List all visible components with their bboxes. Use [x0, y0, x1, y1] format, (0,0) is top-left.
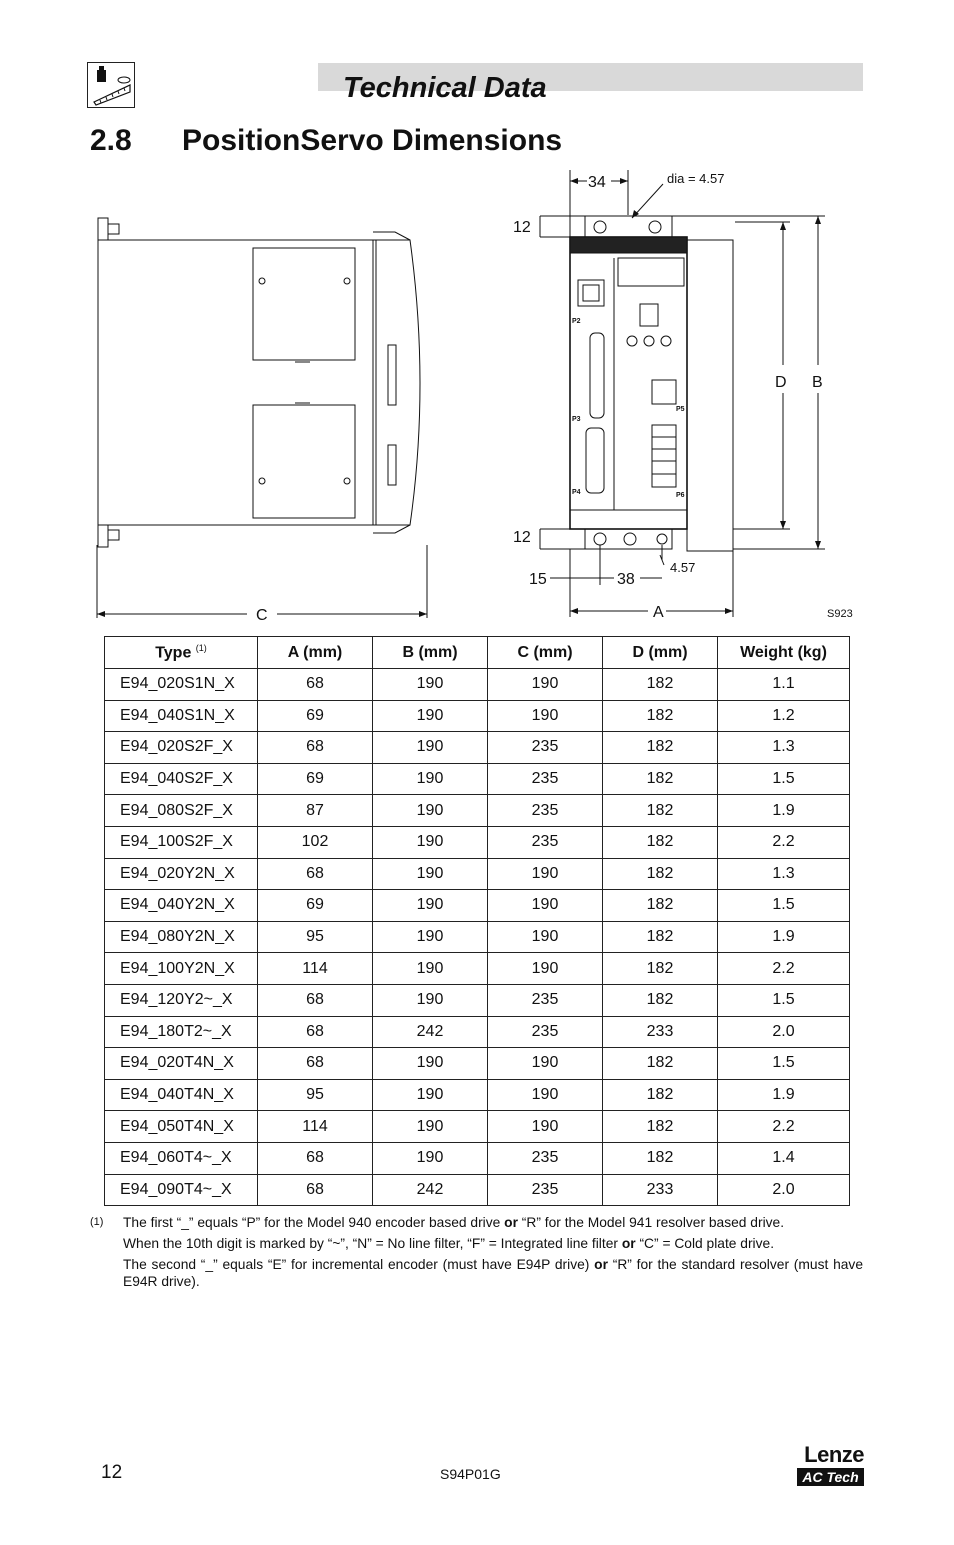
section-heading: [90, 124, 562, 158]
doc-code: S94P01G: [440, 1466, 501, 1482]
dimension-drawing: [0, 165, 954, 630]
value-cell: 235: [488, 1016, 603, 1048]
value-cell: 2.2: [718, 953, 850, 985]
lenze-actech-logo: [797, 1444, 864, 1486]
table-row: [105, 763, 850, 795]
value-cell: 190: [488, 890, 603, 922]
type-cell: E94_020T4N_X: [105, 1048, 258, 1080]
table-row: [105, 1079, 850, 1111]
type-cell: E94_060T4~_X: [105, 1142, 258, 1174]
value-cell: 68: [258, 858, 373, 890]
value-cell: 190: [488, 1048, 603, 1080]
value-cell: 235: [488, 1142, 603, 1174]
value-cell: 68: [258, 1142, 373, 1174]
value-cell: 2.2: [718, 1111, 850, 1143]
port-p5-label: P5: [676, 406, 685, 413]
value-cell: 190: [373, 984, 488, 1016]
table-row: [105, 700, 850, 732]
logo-bottom-text: AC Tech: [797, 1468, 864, 1486]
col-header-c: C (mm): [488, 637, 603, 669]
value-cell: 114: [258, 953, 373, 985]
type-cell: E94_040T4N_X: [105, 1079, 258, 1111]
value-cell: 1.2: [718, 700, 850, 732]
type-cell: E94_180T2~_X: [105, 1016, 258, 1048]
value-cell: 69: [258, 700, 373, 732]
type-cell: E94_020Y2N_X: [105, 858, 258, 890]
value-cell: 182: [603, 669, 718, 701]
value-cell: 1.3: [718, 732, 850, 764]
table-row: [105, 921, 850, 953]
value-cell: 190: [488, 669, 603, 701]
value-cell: 182: [603, 953, 718, 985]
value-cell: 190: [373, 1142, 488, 1174]
value-cell: 182: [603, 700, 718, 732]
value-cell: 190: [373, 826, 488, 858]
type-cell: E94_080Y2N_X: [105, 921, 258, 953]
table-row: [105, 1111, 850, 1143]
value-cell: 2.0: [718, 1174, 850, 1206]
value-cell: 68: [258, 669, 373, 701]
col-header-d: D (mm): [603, 637, 718, 669]
table-row: [105, 953, 850, 985]
footnote-line-2: When the 10th digit is marked by “~”, “N” = No line filter, “F” = Integrated line filter or “C” = Cold plate drive.: [123, 1236, 775, 1251]
value-cell: 2.0: [718, 1016, 850, 1048]
value-cell: 235: [488, 732, 603, 764]
table-row: [105, 1142, 850, 1174]
type-cell: E94_020S1N_X: [105, 669, 258, 701]
value-cell: 1.5: [718, 890, 850, 922]
table-row: [105, 1174, 850, 1206]
value-cell: 182: [603, 921, 718, 953]
value-cell: 1.5: [718, 984, 850, 1016]
value-cell: 182: [603, 763, 718, 795]
figure-code: S923: [827, 608, 853, 620]
type-cell: E94_040Y2N_X: [105, 890, 258, 922]
dim-a-label: A: [653, 604, 664, 621]
value-cell: 68: [258, 732, 373, 764]
value-cell: 190: [373, 921, 488, 953]
dim-15-label: 15: [529, 571, 547, 588]
value-cell: 68: [258, 1016, 373, 1048]
value-cell: 190: [488, 953, 603, 985]
value-cell: 182: [603, 1048, 718, 1080]
port-p2-label: P2: [572, 318, 581, 325]
type-cell: E94_040S1N_X: [105, 700, 258, 732]
value-cell: 182: [603, 858, 718, 890]
footnote-line-1: The first “_” equals “P” for the Model 940 encoder based drive or “R” for the Model 941 resolver based drive.: [123, 1215, 785, 1230]
value-cell: 235: [488, 763, 603, 795]
col-header-weight: Weight (kg): [718, 637, 850, 669]
section-title: PositionServo Dimensions: [182, 124, 563, 157]
value-cell: 1.5: [718, 763, 850, 795]
value-cell: 190: [373, 669, 488, 701]
value-cell: 69: [258, 763, 373, 795]
value-cell: 190: [373, 858, 488, 890]
value-cell: 235: [488, 826, 603, 858]
type-cell: E94_090T4~_X: [105, 1174, 258, 1206]
value-cell: 182: [603, 984, 718, 1016]
value-cell: 190: [488, 1079, 603, 1111]
value-cell: 190: [373, 732, 488, 764]
logo-top-text: Lenze: [804, 1442, 864, 1467]
table-row: [105, 732, 850, 764]
value-cell: 87: [258, 795, 373, 827]
value-cell: 68: [258, 1048, 373, 1080]
value-cell: 69: [258, 890, 373, 922]
value-cell: 233: [603, 1174, 718, 1206]
value-cell: 242: [373, 1016, 488, 1048]
footnote: [90, 1214, 863, 1294]
dim-34-label: 34: [588, 174, 606, 191]
value-cell: 190: [373, 1048, 488, 1080]
table-row: [105, 1048, 850, 1080]
value-cell: 95: [258, 921, 373, 953]
page-number: 12: [101, 1462, 123, 1483]
type-cell: E94_100Y2N_X: [105, 953, 258, 985]
value-cell: 2.2: [718, 826, 850, 858]
value-cell: 1.5: [718, 1048, 850, 1080]
value-cell: 1.3: [718, 858, 850, 890]
value-cell: 95: [258, 1079, 373, 1111]
type-cell: E94_100S2F_X: [105, 826, 258, 858]
table-row: [105, 984, 850, 1016]
table-row: [105, 795, 850, 827]
dim-38-label: 38: [617, 571, 635, 588]
value-cell: 242: [373, 1174, 488, 1206]
footnote-mark: (1): [90, 1216, 104, 1228]
footnote-line-3: The second “_” equals “E” for incremental encoder (must have E94P drive) or “R” for the standard resolver (must have E94R drive).: [123, 1257, 863, 1289]
type-cell: E94_080S2F_X: [105, 795, 258, 827]
value-cell: 233: [603, 1016, 718, 1048]
value-cell: 235: [488, 795, 603, 827]
value-cell: 235: [488, 1174, 603, 1206]
dimensions-table: [104, 636, 850, 1206]
dim-12-bottom-label: 12: [513, 529, 531, 546]
table-row: [105, 1016, 850, 1048]
port-p3-label: P3: [572, 416, 581, 423]
value-cell: 190: [488, 1111, 603, 1143]
value-cell: 1.4: [718, 1142, 850, 1174]
value-cell: 190: [488, 921, 603, 953]
value-cell: 182: [603, 795, 718, 827]
value-cell: 182: [603, 732, 718, 764]
table-row: [105, 890, 850, 922]
table-header-row: [105, 637, 850, 669]
value-cell: 114: [258, 1111, 373, 1143]
value-cell: 190: [373, 1079, 488, 1111]
value-cell: 190: [373, 700, 488, 732]
value-cell: 182: [603, 890, 718, 922]
value-cell: 190: [488, 700, 603, 732]
value-cell: 190: [488, 858, 603, 890]
value-cell: 1.9: [718, 795, 850, 827]
section-number: 2.8: [90, 124, 132, 157]
col-header-a: A (mm): [258, 637, 373, 669]
dim-457-label: 4.57: [670, 560, 696, 575]
type-cell: E94_040S2F_X: [105, 763, 258, 795]
value-cell: 1.9: [718, 921, 850, 953]
type-cell: E94_120Y2~_X: [105, 984, 258, 1016]
value-cell: 102: [258, 826, 373, 858]
value-cell: 68: [258, 1174, 373, 1206]
table-row: [105, 826, 850, 858]
dim-c-label: C: [256, 607, 268, 624]
value-cell: 1.9: [718, 1079, 850, 1111]
value-cell: 182: [603, 826, 718, 858]
value-cell: 190: [373, 795, 488, 827]
chapter-icon: [87, 62, 135, 108]
table-row: [105, 858, 850, 890]
value-cell: 182: [603, 1111, 718, 1143]
value-cell: 235: [488, 984, 603, 1016]
value-cell: 190: [373, 890, 488, 922]
value-cell: 190: [373, 953, 488, 985]
dim-d-label: D: [775, 374, 787, 391]
col-header-b: B (mm): [373, 637, 488, 669]
value-cell: 182: [603, 1079, 718, 1111]
value-cell: 68: [258, 984, 373, 1016]
value-cell: 182: [603, 1142, 718, 1174]
value-cell: 190: [373, 763, 488, 795]
col-header-type: Type $^{(1)}$: [105, 637, 258, 669]
value-cell: 1.1: [718, 669, 850, 701]
dia-label: dia = 4.57: [667, 171, 725, 186]
type-cell: E94_020S2F_X: [105, 732, 258, 764]
value-cell: 190: [373, 1111, 488, 1143]
dim-b-label: B: [812, 374, 823, 391]
type-footnote-mark: (1): [195, 642, 207, 653]
page-title: Technical Data: [343, 72, 547, 104]
table-row: [105, 669, 850, 701]
dim-12-top-label: 12: [513, 219, 531, 236]
port-p6-label: P6: [676, 492, 685, 499]
type-cell: E94_050T4N_X: [105, 1111, 258, 1143]
port-p4-label: P4: [572, 489, 581, 496]
